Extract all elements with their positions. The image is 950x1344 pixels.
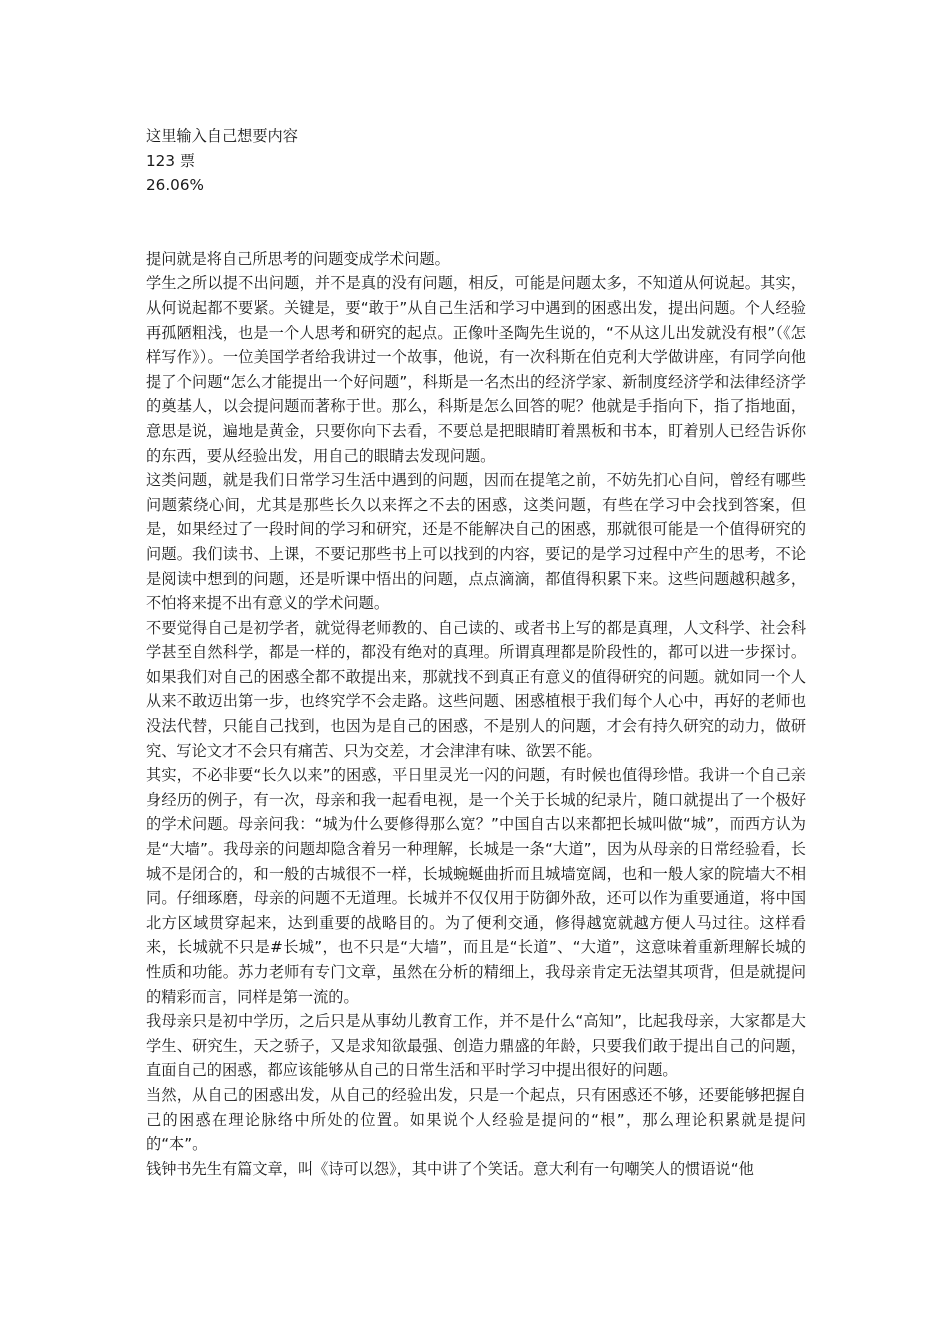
poll-option-title: 这里输入自己想要内容 [146, 127, 298, 145]
paragraph: 当然，从自己的困惑出发，从自己的经验出发，只是一个起点，只有困惑还不够，还要能够把握自己的困惑在理论脉络中所处的位置。如果说个人经验是提问的“根”，那么理论积累就是提问的“本”。 [146, 1085, 806, 1154]
paragraph: 我母亲只是初中学历，之后只是从事幼儿教育工作，并不是什么“高知”，比起我母亲，大家都是大学生、研究生，天之骄子，又是求知欲最强、创造力鼎盛的年龄，只要我们敢于提出自己的问题，直面自己的困惑，都应该能够从自己的日常生活和平时学习中提出很好的问题。 [146, 1012, 806, 1080]
paragraph: 这类问题，就是我们日常学习生活中遇到的问题，因而在提笔之前，不妨先扪心自问，曾经有哪些问题萦绕心间，尤其是那些长久以来挥之不去的困惑，这类问题，有些在学习中会找到答案，但是，如果经过了一段时间的学习和研究，还是不能解决自己的困惑，那就很可能是一个值得研究的问题。我们读书、上课，不要记那些书上可以找到的内容，要记的是学习过程中产生的思考，不论是阅读中想到的问题，还是听课中悟出的问题，点点滴滴，都值得积累下来。这些问题越积越多，不怕将来提不出有意义的学术问题。 [146, 471, 806, 613]
paragraph: 钱钟书先生有篇文章，叫《诗可以怨》，其中讲了个笑话。意大利有一句嘲笑人的惯语说“他 [146, 1159, 754, 1178]
poll-vote-count: 123 票 [146, 151, 196, 170]
paragraph: 不要觉得自己是初学者，就觉得老师教的、自己读的、或者书上写的都是真理，人文科学、社会科学甚至自然科学，都是一样的，都没有绝对的真理。所谓真理都是阶段性的，都可以进一步探讨。如果我们对自己的困惑全都不敢提出来，那就找不到真正有意义的值得研究的问题。就如同一个人从来不敢迈出第一步，也终究学不会走路。这些问题、困惑植根于我们每个人心中，再好的老师也没法代替，只能自己找到，也因为是自己的困惑，不是别人的问题，才会有持久研究的动力，做研究、写论文才不会只有痛苦、只为交差，才会津津有味、欲罢不能。 [146, 618, 806, 760]
paragraph: 提问就是将自己所思考的问题变成学术问题。 [146, 249, 450, 268]
poll-percentage: 26.06% [146, 176, 204, 195]
paragraph: 其实，不必非要“长久以来”的困惑，平日里灵光一闪的问题，有时候也值得珍惜。我讲一个自己亲身经历的例子，有一次，母亲和我一起看电视，是一个关于长城的纪录片，随口就提出了一个极好的学术问题。母亲问我：“城为什么要修得那么宽？”中国自古以来都把长城叫做“城”，而西方认为是“大墙”。我母亲的问题却隐含着另一种理解，长城是一条“大道”，因为从母亲的日常经验看，长城不是闭合的，和一般的古城很不一样，长城蜿蜒曲折而且城墙宽阔，也和一般人家的院墙大不相同。仔细琢磨，母亲的问题不无道理。长城并不仅仅用于防御外敌，还可以作为重要通道，将中国北方区域贯穿起来，达到重要的战略目的。为了便利交通，修得越宽就越方便人马过往。这样看来，长城就不只是#长城”，也不只是“大墙”，而且是“长道”、“大道”，这意味着重新理解长城的性质和功能。苏力老师有专门文章，虽然在分析的精细上，我母亲肯定无法望其项背，但是就提问的精彩而言，同样是第一流的。 [146, 766, 806, 1006]
paragraph: 学生之所以提不出问题，并不是真的没有问题，相反，可能是问题太多，不知道从何说起。其实，从何说起都不要紧。关键是，要“敢于”从自己生活和学习中遇到的困惑出发，提出问题。个人经验再孤陋粗浅，也是一个人思考和研究的起点。正像叶圣陶先生说的，“不从这儿出发就没有根”（《怎样写作》）。一位美国学者给我讲过一个故事，他说，有一次科斯在伯克利大学做讲座，有同学向他提了个问题“怎么才能提出一个好问题”，科斯是一名杰出的经济学家、新制度经济学和法律经济学的奠基人，以会提问题而著称于世。那么，科斯是怎么回答的呢？他就是手指向下，指了指地面，意思是说，遍地是黄金，只要你向下去看，不要总是把眼睛盯着黑板和书本，盯着别人已经告诉你的东西，要从经验出发，用自己的眼睛去发现问题。 [146, 274, 806, 465]
document-body [146, 124, 806, 1181]
header-spacer [146, 198, 806, 247]
